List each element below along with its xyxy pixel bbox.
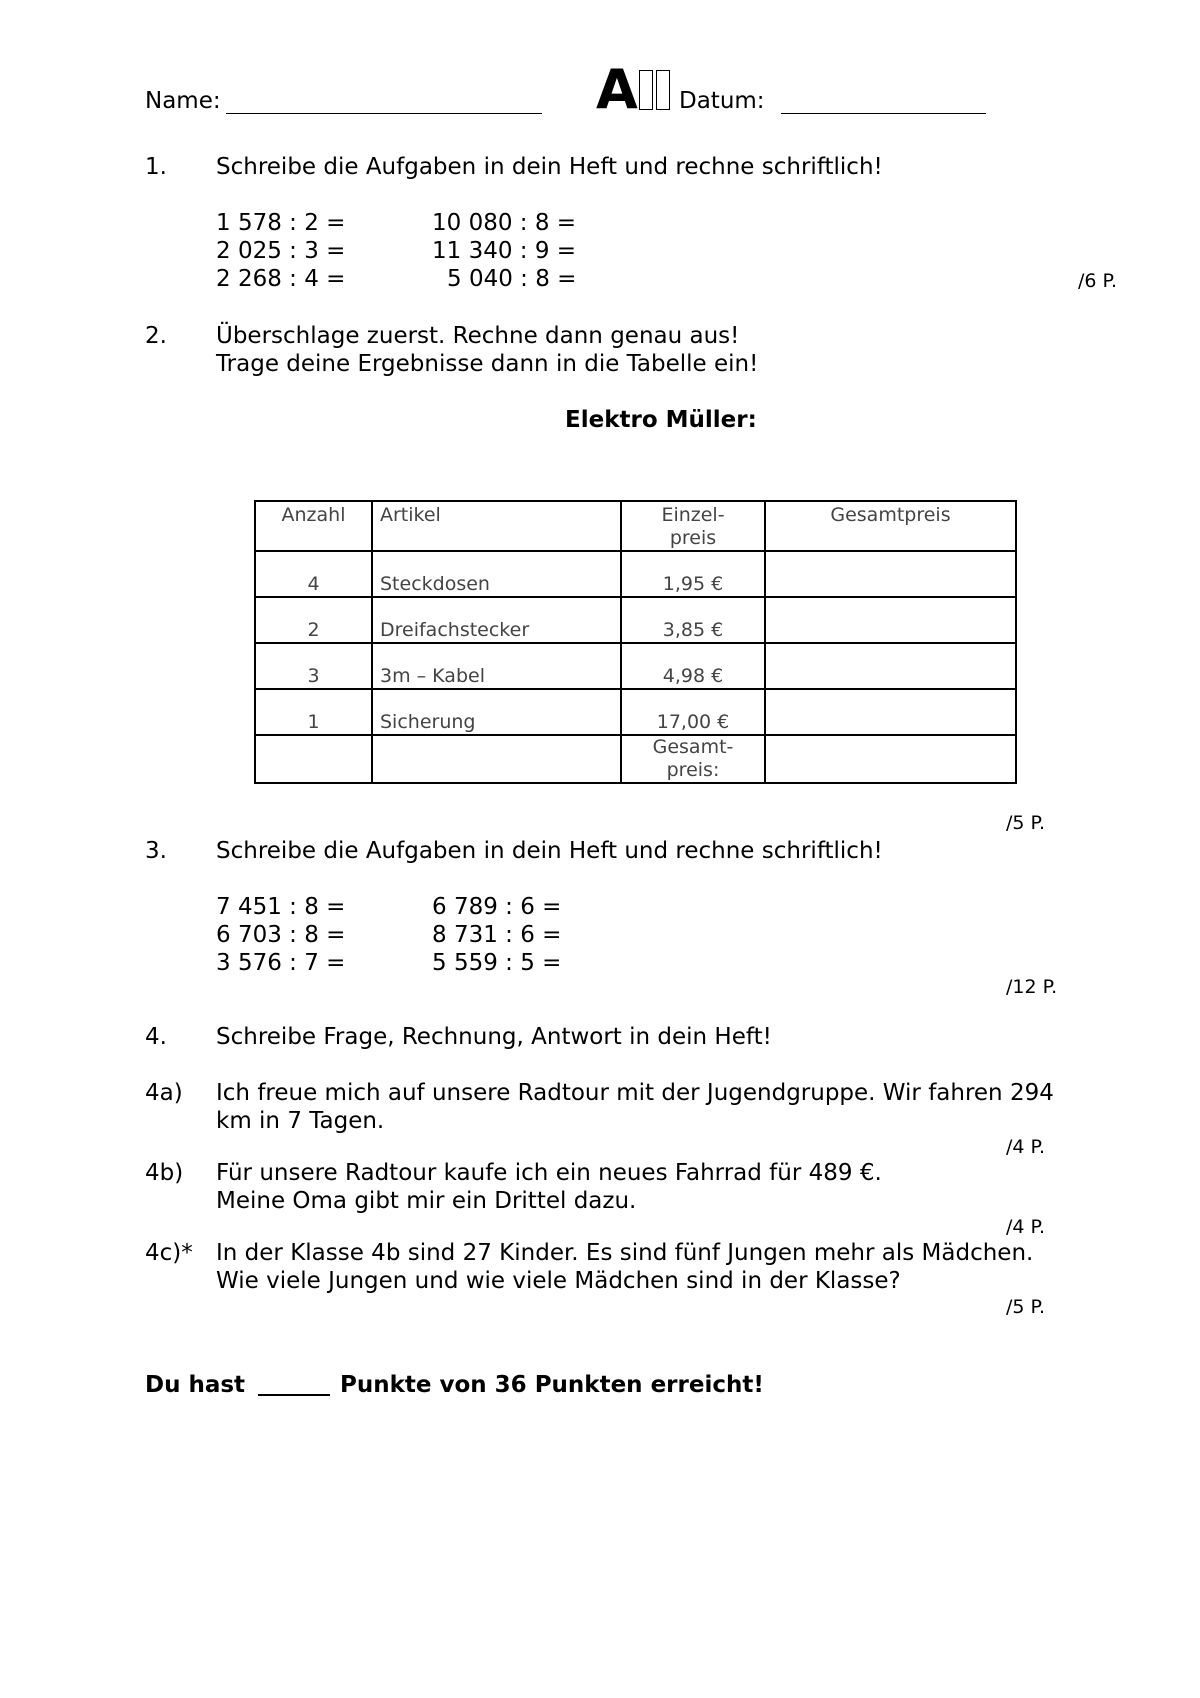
- header-anzahl: Anzahl: [255, 501, 372, 551]
- task4c-line2: Wie viele Jungen und wie viele Mädchen sind in der Klasse?: [216, 1268, 901, 1294]
- task1-right-3: 5 040 : 8 =: [447, 266, 577, 292]
- task2-line1: Überschlage zuerst. Rechne dann genau aus!: [216, 323, 740, 349]
- task4c-points: /5 P.: [1006, 1296, 1046, 1318]
- row-gesamtpreis-cell[interactable]: [765, 689, 1016, 735]
- shop-title: Elektro Müller:: [565, 407, 757, 433]
- date-label: Datum:: [679, 88, 765, 114]
- total-empty-cell: [255, 735, 372, 783]
- task2-points: /5 P.: [1006, 812, 1046, 834]
- task1-instruction: Schreibe die Aufgaben in dein Heft und rechne schriftlich!: [216, 154, 883, 180]
- row-einzelpreis: 1,95 €: [621, 551, 765, 597]
- name-label: Name:: [145, 88, 221, 114]
- table-row: [255, 643, 1016, 689]
- date-input-line[interactable]: [781, 113, 986, 114]
- total-label-line2: preis:: [666, 759, 720, 781]
- task4a-line1: Ich freue mich auf unsere Radtour mit der Jugendgruppe. Wir fahren 294: [216, 1080, 1054, 1106]
- table-row: [255, 689, 1016, 735]
- task4a-label: 4a): [145, 1080, 183, 1106]
- task1-left-2: 2 025 : 3 =: [216, 238, 346, 264]
- table-row: [255, 551, 1016, 597]
- table-row: [255, 597, 1016, 643]
- task1-right-1: 10 080 : 8 =: [432, 210, 577, 236]
- header-einzelpreis: [621, 501, 765, 551]
- task4-instruction: Schreibe Frage, Rechnung, Antwort in dein Heft!: [216, 1024, 772, 1050]
- row-artikel: Steckdosen: [372, 551, 621, 597]
- task3-left-2: 6 703 : 8 =: [216, 922, 346, 948]
- task4-number: 4.: [145, 1024, 167, 1050]
- row-artikel: 3m – Kabel: [372, 643, 621, 689]
- table-total-row: [255, 735, 1016, 783]
- task4c-label: 4c)*: [145, 1240, 193, 1266]
- header-gesamtpreis: Gesamtpreis: [765, 501, 1016, 551]
- score-text-end: Punkte von 36 Punkten erreicht!: [340, 1372, 764, 1398]
- task3-points: /12 P.: [1006, 976, 1058, 998]
- task1-right-2: 11 340 : 9 =: [432, 238, 577, 264]
- total-label: [621, 735, 765, 783]
- row-gesamtpreis-cell[interactable]: [765, 643, 1016, 689]
- header-artikel: Artikel: [372, 501, 621, 551]
- logo-letter: A: [596, 58, 636, 121]
- row-einzelpreis: 3,85 €: [621, 597, 765, 643]
- task1-left-1: 1 578 : 2 =: [216, 210, 346, 236]
- table-header-row: [255, 501, 1016, 551]
- header-einzelpreis-line2: preis: [669, 527, 717, 549]
- row-einzelpreis: 4,98 €: [621, 643, 765, 689]
- task3-instruction: Schreibe die Aufgaben in dein Heft und rechne schriftlich!: [216, 838, 883, 864]
- task4b-line1: Für unsere Radtour kaufe ich ein neues Fahrrad für 489 €.: [216, 1160, 882, 1186]
- task3-right-2: 8 731 : 6 =: [432, 922, 562, 948]
- box-icon: [639, 70, 653, 110]
- task2-line2: Trage deine Ergebnisse dann in die Tabelle ein!: [216, 351, 759, 377]
- row-anzahl: 4: [255, 551, 372, 597]
- task1-points: /6 P.: [1078, 270, 1118, 292]
- task3-right-1: 6 789 : 6 =: [432, 894, 562, 920]
- score-input-line[interactable]: [258, 1394, 330, 1396]
- price-table: [254, 500, 1017, 784]
- task4b-points: /4 P.: [1006, 1216, 1046, 1238]
- score-text-start: Du hast: [145, 1372, 246, 1398]
- task3-left-1: 7 451 : 8 =: [216, 894, 346, 920]
- task3-right-3: 5 559 : 5 =: [432, 950, 562, 976]
- task4c-line1: In der Klasse 4b sind 27 Kinder. Es sind fünf Jungen mehr als Mädchen.: [216, 1240, 1034, 1266]
- row-einzelpreis: 17,00 €: [621, 689, 765, 735]
- task3-left-3: 3 576 : 7 =: [216, 950, 346, 976]
- row-anzahl: 3: [255, 643, 372, 689]
- task1-number: 1.: [145, 154, 167, 180]
- task4b-line2: Meine Oma gibt mir ein Drittel dazu.: [216, 1188, 637, 1214]
- box-icon: [656, 70, 670, 110]
- row-gesamtpreis-cell[interactable]: [765, 597, 1016, 643]
- header-einzelpreis-line1: Einzel-: [661, 504, 725, 526]
- task1-left-3: 2 268 : 4 =: [216, 266, 346, 292]
- total-empty-cell: [372, 735, 621, 783]
- row-gesamtpreis-cell[interactable]: [765, 551, 1016, 597]
- task4a-points: /4 P.: [1006, 1136, 1046, 1158]
- row-artikel: Sicherung: [372, 689, 621, 735]
- task3-number: 3.: [145, 838, 167, 864]
- total-label-line1: Gesamt-: [652, 736, 734, 758]
- row-anzahl: 1: [255, 689, 372, 735]
- row-anzahl: 2: [255, 597, 372, 643]
- name-input-line[interactable]: [226, 113, 542, 114]
- logo: [596, 58, 670, 121]
- row-artikel: Dreifachstecker: [372, 597, 621, 643]
- task4b-label: 4b): [145, 1160, 184, 1186]
- task4a-line2: km in 7 Tagen.: [216, 1108, 385, 1134]
- task2-number: 2.: [145, 323, 167, 349]
- total-value-cell[interactable]: [765, 735, 1016, 783]
